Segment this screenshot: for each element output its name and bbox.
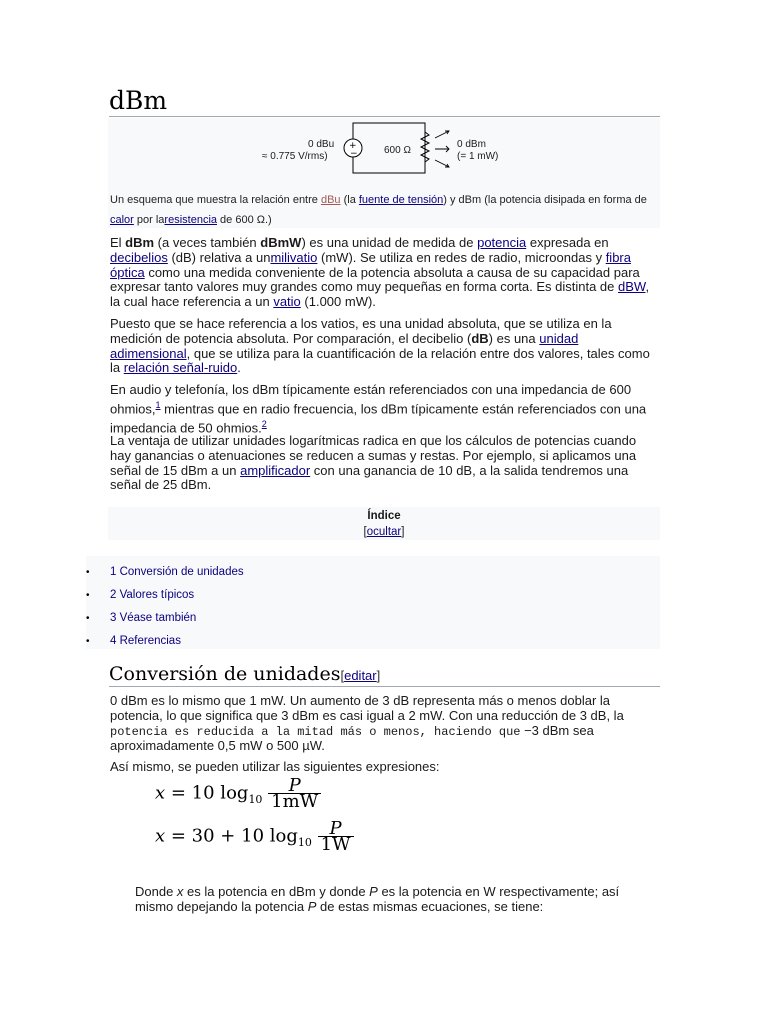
paragraph-absolute-unit: Puesto que se hace referencia a los vatios, es una unidad absoluta, que se utiliza en la medición de potencia absoluta. Por comparación, el decibelio (dB) es una unidad adimensional, que se utiliza para la cuantificación de la relación entre dos valores, tales como la relación señal-ruido.	[110, 316, 650, 376]
resistor-label: 600 Ω	[384, 145, 411, 156]
bullet: •	[86, 590, 90, 601]
link-calor[interactable]: calor	[110, 214, 134, 226]
reference-2[interactable]: 2	[261, 418, 267, 429]
link-amplificador[interactable]: amplificador	[240, 462, 311, 478]
bullet: •	[86, 567, 90, 578]
link-unidad-adimensional[interactable]: unidad adimensional	[110, 330, 579, 361]
toc-hide-toggle[interactable]: ocultar	[366, 526, 402, 538]
paragraph-impedance: En audio y telefonía, los dBm típicamente están referenciados con una impedancia de 600 ohmios,$^1$ mientras que en radio frecuencia, los dBm típicamente están referenciados con una impedancia de 50 ohmios.$^2$	[110, 382, 647, 436]
link-milivatio[interactable]: milivatio	[270, 249, 318, 265]
link-decibelios[interactable]: decibelios	[110, 249, 168, 265]
toc-list	[86, 556, 660, 649]
toc-item-label: 1 Conversión de unidades	[110, 566, 244, 578]
equation-2: x = 30 + 10 $\log_{10}$ $\frac{P}{1W}$	[155, 821, 354, 852]
section-divider	[109, 686, 660, 687]
output-label: 0 dBm	[457, 139, 486, 150]
toc-header	[108, 507, 660, 540]
output-power-label: (= 1 mW)	[457, 151, 499, 162]
figure-caption: Un esquema que muestra la relación entre dBu (la fuente de tensión) y dBm (la potencia disipada en forma de calor por laresistencia de 600 Ω.)	[110, 194, 647, 226]
bullet: •	[86, 636, 90, 647]
source-voltage-label: ≈ 0.775 V/rms)	[262, 151, 328, 162]
paragraph-advantage: La ventaja de utilizar unidades logarítmicas radica en que los cálculos de potencias cuando hay ganancias o atenuaciones se reducen a sumas y restas. Por ejemplo, si aplicamos una señal de 15 dBm a un amplificador con una ganancia de 10 dB, a la salida tendremos una señal de 25 dBm.	[110, 433, 637, 493]
toc-title: Índice	[367, 510, 401, 522]
link-resistencia[interactable]: resistencia	[164, 214, 217, 226]
paragraph-intro: El dBm (a veces también dBmW) es una unidad de medida de potencia expresada en decibelios (dB) relativa a unmilivatio (mW). Se utiliza en redes de radio, microondas y fibra óptica como una medida conveniente de la potencia absoluta a causa de su capacidad para expresar tanto valores muy grandes como muy pequeñas en forma corta. Es distinta de dBW, la cual hace referencia a un vatio (1.000 mW).	[110, 235, 650, 310]
link-relacion-senal-ruido[interactable]: relación señal-ruido	[123, 360, 238, 376]
equation-1: x = 10 $\log_{10}$ $\frac{P}{1mW}$	[155, 778, 321, 809]
paragraph-where: Donde x es la potencia en dBm y donde P es la potencia en W respectivamente; así mismo depejando la potencia P de estas mismas ecuaciones, se tiene:	[135, 884, 620, 914]
link-dbw[interactable]: dBW	[617, 279, 646, 295]
svg-text:−: −	[350, 149, 358, 159]
link-fibra-optica[interactable]: fibra óptica	[110, 249, 631, 280]
section-heading-conversion: Conversión de unidades[editar]	[109, 663, 381, 685]
toc-item-label: 4 Referencias	[110, 635, 181, 647]
paragraph-conversion: 0 dBm es lo mismo que 1 mW. Un aumento de 3 dB representa más o menos doblar la potencia, lo que significa que 3 dBm es casi igual a 2 mW. Con una reducción de 3 dB, la potencia es reducida a la mitad más o menos, haciendo que −3 dBm sea aproximadamente 0,5 mW o 500 µW.	[110, 693, 624, 754]
reference-1[interactable]: 1	[155, 399, 161, 410]
link-potencia[interactable]: potencia	[477, 235, 527, 250]
paragraph-expressions-intro: Así mismo, se pueden utilizar las siguientes expresiones:	[110, 759, 440, 774]
edit-link-wrapper: [editar]	[340, 668, 381, 683]
page-title: dBm	[109, 86, 168, 115]
svg-text:+: +	[349, 141, 357, 151]
title-divider	[109, 116, 660, 117]
toc-item-label: 2 Valores típicos	[110, 589, 195, 601]
bullet: •	[86, 613, 90, 624]
link-fuente-tension[interactable]: fuente de tensión	[358, 194, 444, 206]
edit-section-link[interactable]: editar	[344, 668, 377, 683]
toc-item-label: 3 Véase también	[110, 612, 197, 624]
toc-toggle-wrapper: [ocultar]	[363, 526, 405, 538]
link-vatio[interactable]: vatio	[273, 294, 301, 310]
source-label: 0 dBu	[308, 139, 335, 150]
link-dbu[interactable]: dBu	[320, 194, 341, 206]
